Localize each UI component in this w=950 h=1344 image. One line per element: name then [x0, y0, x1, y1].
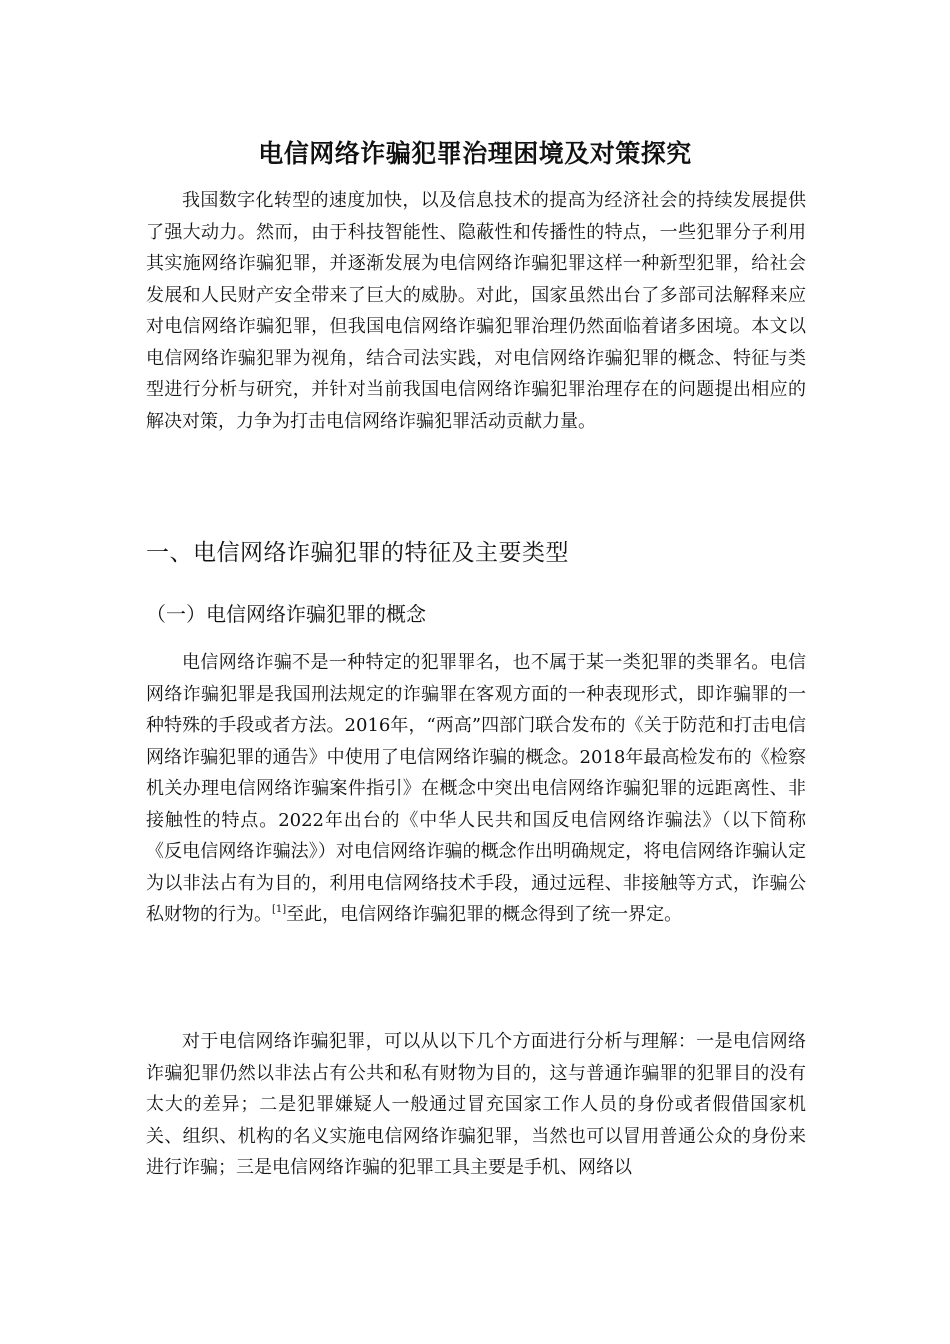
document-title: 电信网络诈骗犯罪治理困境及对策探究 [258, 139, 692, 168]
citation-marker: [1] [272, 904, 287, 915]
section-heading-1: 一、电信网络诈骗犯罪的特征及主要类型 [146, 540, 569, 566]
body-paragraph-1-text: 电信网络诈骗不是一种特定的犯罪罪名，也不属于某一类犯罪的类罪名。电信网络诈骗犯罪是我国刑法规定的诈骗罪在客观方面的一种表现形式，即诈骗罪的一种特殊的手段或者方法。2016年，“两高”四部门联合发布的《关于防范和打击电信网络诈骗犯罪的通告》中使用了电信网络诈骗的概念。2018年最高检发布的《检察机关办理电信网络诈骗案件指引》在概念中突出电信网络诈骗犯罪的远距离性、非接触性的特点。2022年出台的《中华人民共和国反电信网络诈骗法》（以下简称《反电信网络诈骗法》）对电信网络诈骗的概念作出明确规定，将电信网络诈骗认定为以非法占有为目的，利用电信网络技术手段，通过远程、非接触等方式，诈骗公私财物的行为。 [146, 652, 806, 925]
subsection-heading-1: （一）电信网络诈骗犯罪的概念 [146, 602, 426, 626]
body-paragraph-1-tail: 至此，电信网络诈骗犯罪的概念得到了统一界定。 [286, 904, 683, 925]
body-paragraph-1 [146, 647, 806, 931]
body-paragraph-2: 对于电信网络诈骗犯罪，可以从以下几个方面进行分析与理解：一是电信网络诈骗犯罪仍然以非法占有公共和私有财物为目的，这与普通诈骗罪的犯罪目的没有太大的差异；二是犯罪嫌疑人一般通过冒充国家工作人员的身份或者假借国家机关、组织、机构的名义实施电信网络诈骗犯罪，当然也可以冒用普通公众的身份来进行诈骗；三是电信网络诈骗的犯罪工具主要是手机、网络以 [146, 1031, 806, 1178]
intro-paragraph: 我国数字化转型的速度加快，以及信息技术的提高为经济社会的持续发展提供了强大动力。然而，由于科技智能性、隐蔽性和传播性的特点，一些犯罪分子利用其实施网络诈骗犯罪，并逐渐发展为电信网络诈骗犯罪这样一种新型犯罪，给社会发展和人民财产安全带来了巨大的威胁。对此，国家虽然出台了多部司法解释来应对电信网络诈骗犯罪，但我国电信网络诈骗犯罪治理仍然面临着诸多困境。本文以电信网络诈骗犯罪为视角，结合司法实践，对电信网络诈骗犯罪的概念、特征与类型进行分析与研究，并针对当前我国电信网络诈骗犯罪治理存在的问题提出相应的解决对策，力争为打击电信网络诈骗犯罪活动贡献力量。 [146, 190, 806, 432]
